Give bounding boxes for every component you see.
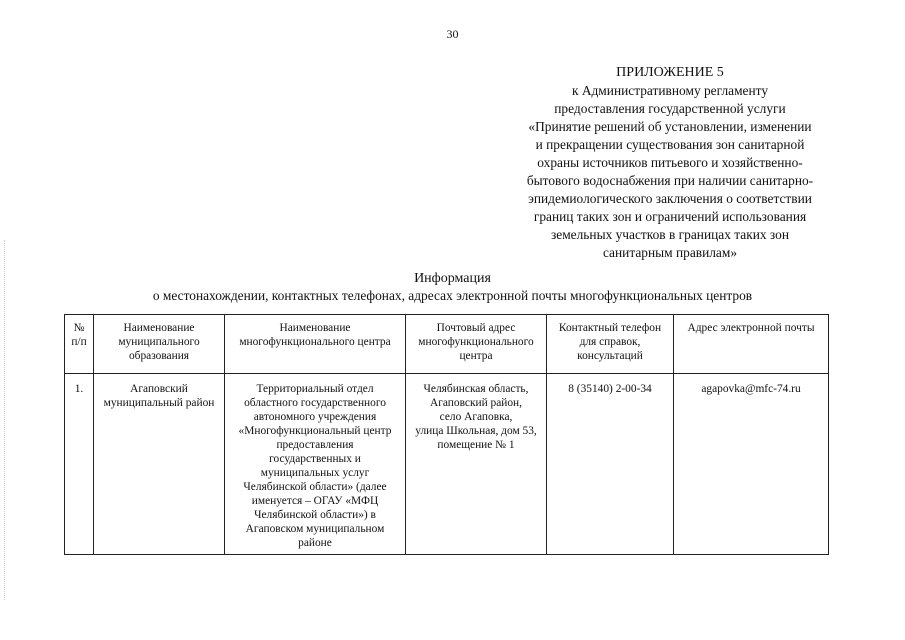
- appendix-line: границ таких зон и ограничений использования: [533, 209, 807, 224]
- header-email: Адрес электронной почты: [674, 315, 829, 374]
- header-address: Почтовый адрес многофункционального центра: [406, 315, 547, 374]
- cell-address: Челябинская область, Агаповский район, село Агаповка, улица Школьная, дом 53, помещение № 1: [406, 374, 547, 555]
- table-row: [65, 374, 829, 555]
- appendix-line: и прекращении существования зон санитарной: [535, 137, 805, 152]
- appendix-line: земельных участков в границах таких зон: [550, 227, 790, 242]
- cell-num: 1.: [65, 374, 94, 555]
- appendix-line: эпидемиологического заключения о соответствии: [528, 191, 812, 206]
- cell-email: agapovka@mfc-74.ru: [674, 374, 829, 555]
- header-center: Наименование многофункционального центра: [225, 315, 406, 374]
- appendix-title: ПРИЛОЖЕНИЕ 5: [616, 65, 724, 80]
- mfc-table: [64, 314, 829, 555]
- info-heading: [0, 270, 905, 304]
- cell-center: Территориальный отдел областного государственного автономного учреждения «Многофункциональный центр предоставления государственных и муниципальных услуг Челябинской области» (далее именуется – ОГАУ «МФЦ Челябинской области») в Агаповском муниципальном районе: [225, 374, 406, 555]
- header-phone: Контактный телефон для справок, консультаций: [547, 315, 674, 374]
- info-title: Информация: [414, 271, 491, 286]
- cell-municipality: Агаповский муниципальный район: [94, 374, 225, 555]
- appendix-line: предоставления государственной услуги: [554, 101, 786, 116]
- appendix-line: бытового водоснабжения при наличии санитарно-: [526, 173, 814, 188]
- appendix-line: к Административному регламенту: [571, 83, 769, 98]
- header-num: № п/п: [65, 315, 94, 374]
- page-number: 30: [446, 27, 459, 41]
- appendix-line: охраны источников питьевого и хозяйственно-: [537, 155, 803, 170]
- cell-phone: 8 (35140) 2-00-34: [547, 374, 674, 555]
- header-municipality: Наименование муниципального образования: [94, 315, 225, 374]
- appendix-line: санитарным правилам»: [602, 245, 738, 260]
- table-header-row: [65, 315, 829, 374]
- info-subtitle: о местонахождении, контактных телефонах, адресах электронной почты многофункциональных центров: [152, 288, 753, 303]
- appendix-block: [500, 64, 840, 262]
- appendix-line: «Принятие решений об установлении, изменении: [528, 119, 812, 134]
